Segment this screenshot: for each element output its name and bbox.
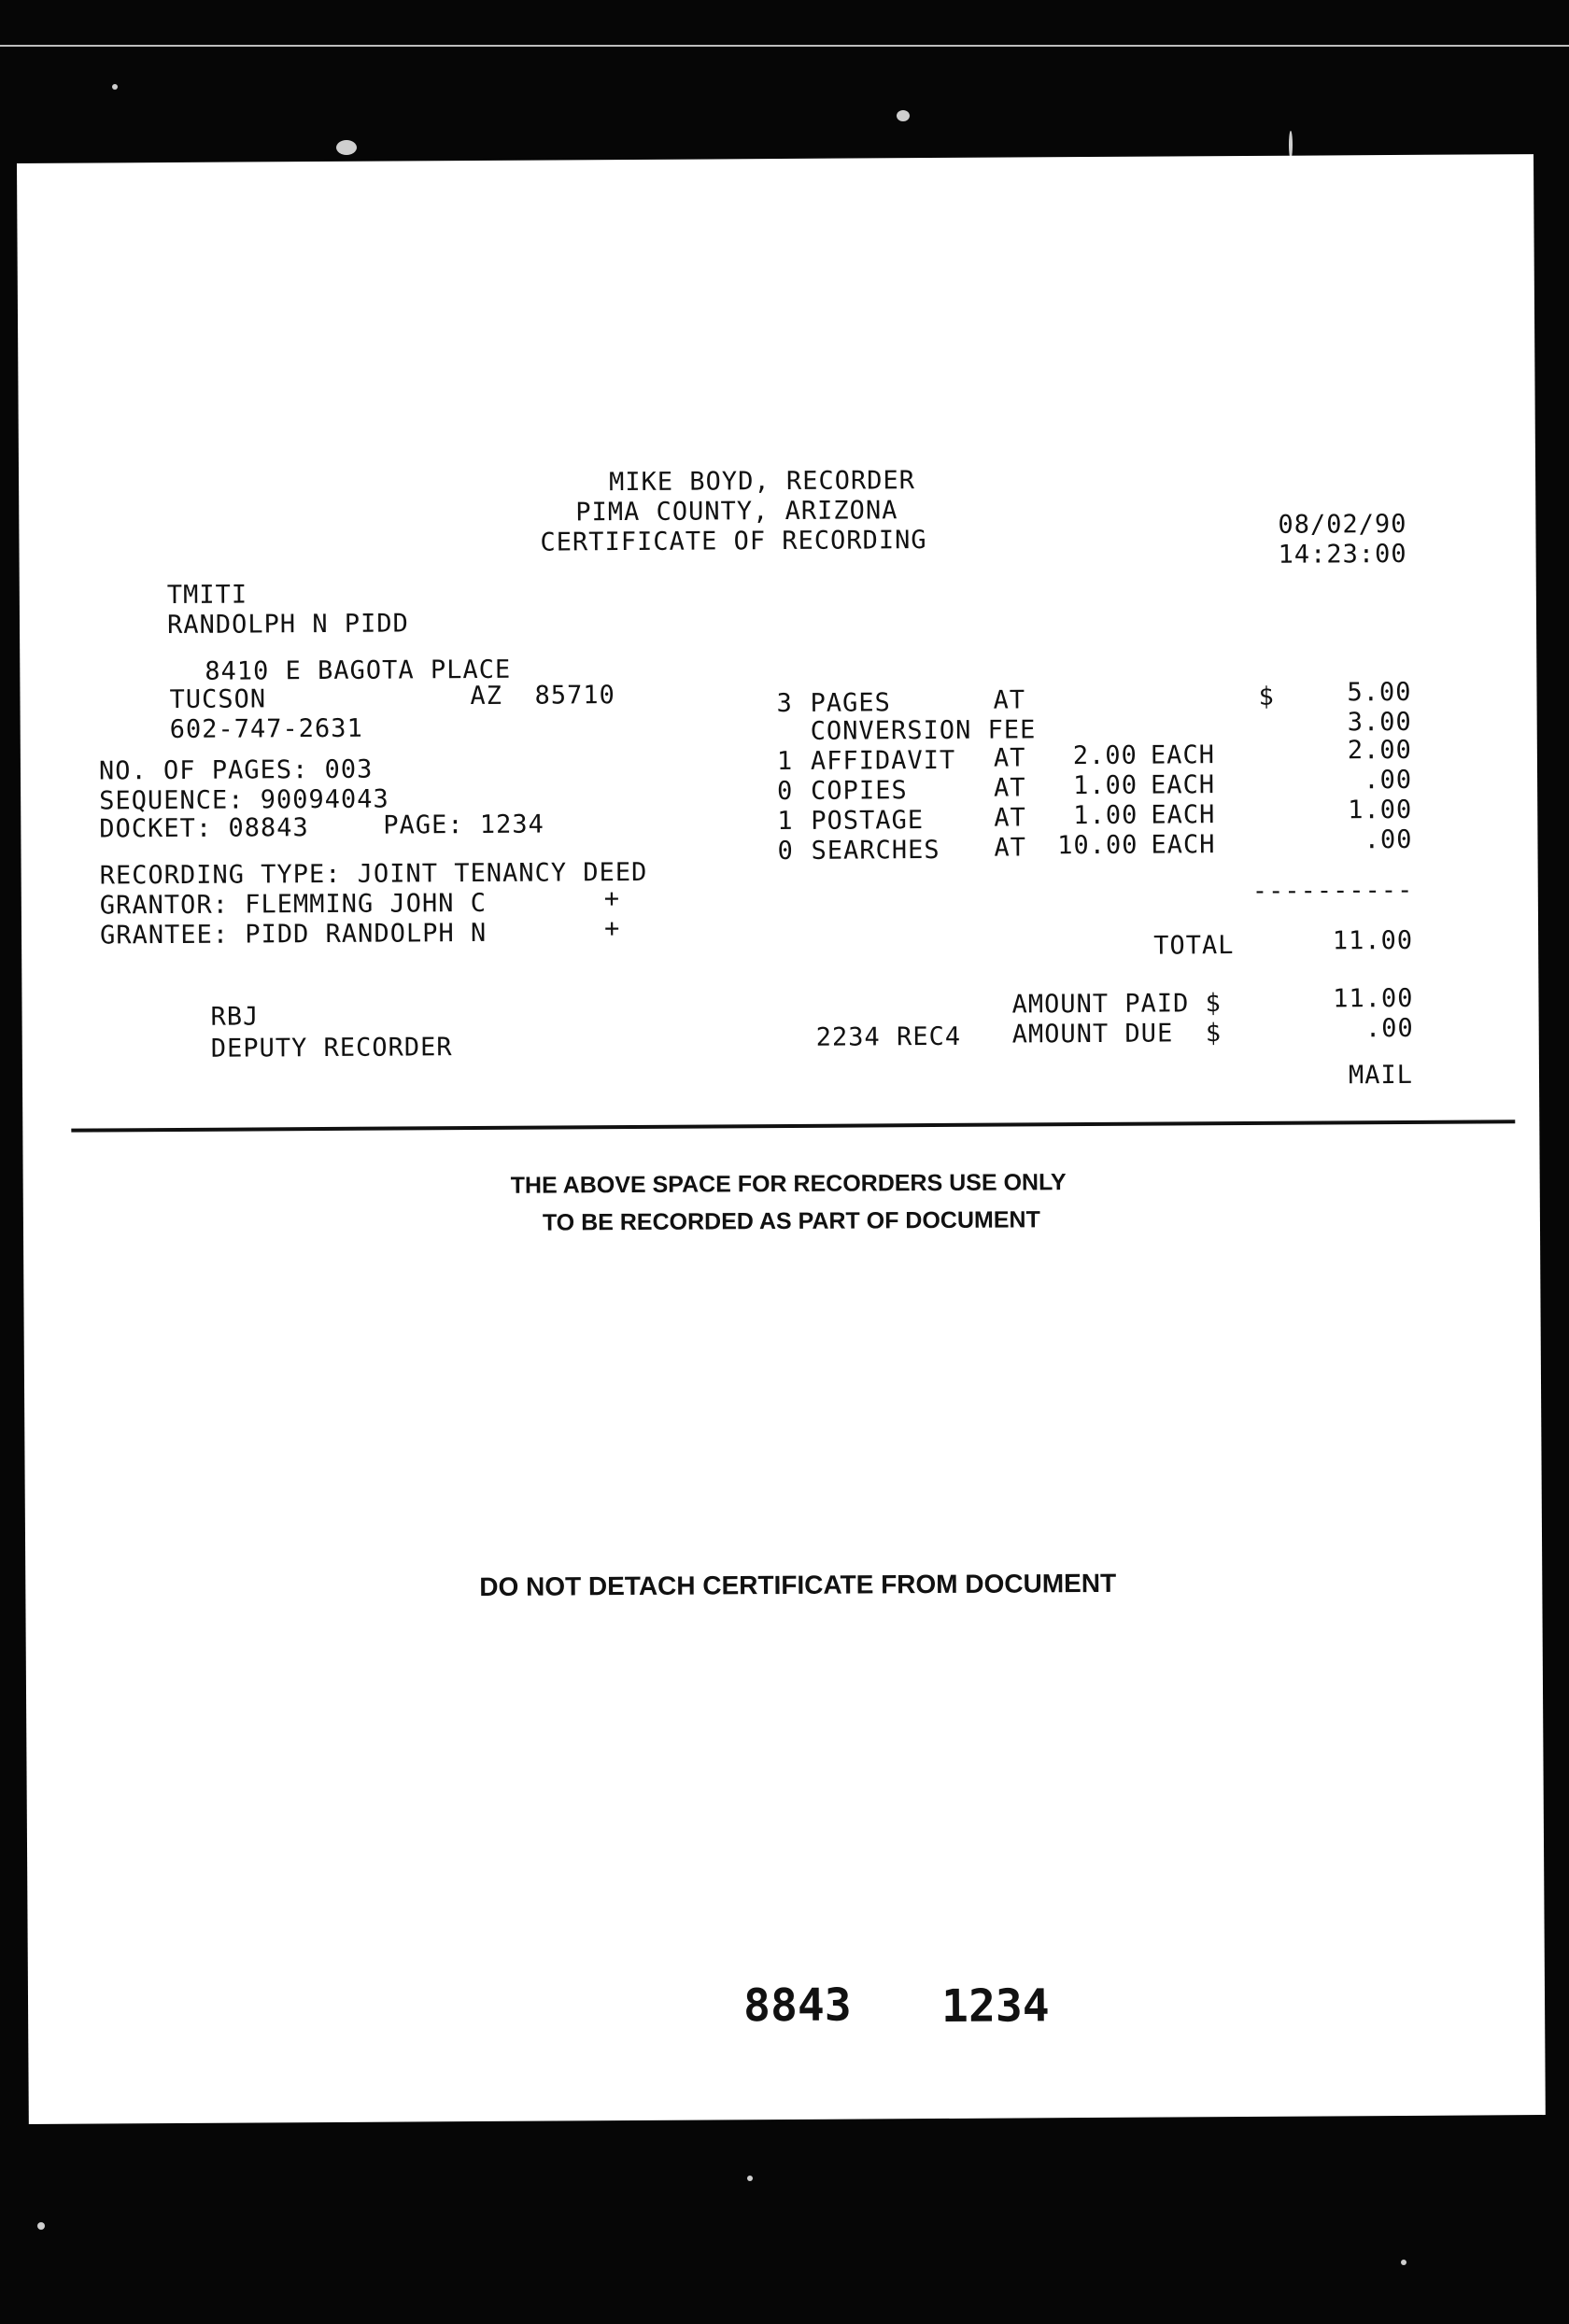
grantee: GRANTEE: PIDD RANDOLPH N (99, 918, 488, 951)
fee-qty: 0 (777, 776, 794, 807)
sequence-number: SEQUENCE: 90094043 (99, 784, 389, 816)
fee-at: AT (994, 833, 1027, 863)
scan-speck (747, 2176, 753, 2181)
fee-rate: 2.00 (1072, 740, 1138, 771)
fee-amount: .00 (1364, 824, 1413, 855)
total-separator: ---------- (1251, 875, 1414, 906)
party-code: TMITI (166, 580, 248, 611)
fee-amount: 1.00 (1348, 795, 1413, 825)
stamped-page-number: 1234 (940, 1979, 1050, 2033)
recorder-space-divider (71, 1120, 1515, 1132)
amount-due: .00 (1364, 1013, 1414, 1044)
fee-item: COPIES (811, 776, 908, 806)
fee-amount: 5.00 (1347, 677, 1412, 708)
fee-rate: 1.00 (1072, 770, 1138, 801)
fee-rate: 1.00 (1073, 800, 1138, 831)
fee-amount: 2.00 (1347, 735, 1412, 766)
scan-speck (1401, 2260, 1406, 2265)
scan-speck (897, 110, 910, 121)
fee-item: AFFIDAVIT (810, 745, 956, 776)
certificate-title: CERTIFICATE OF RECORDING (540, 526, 927, 557)
party-name: RANDOLPH N PIDD (166, 609, 409, 641)
party-phone: 602-747-2631 (169, 713, 363, 745)
fee-each: EACH (1150, 740, 1216, 770)
dollar-sign: $ (1258, 682, 1275, 711)
fee-each: EACH (1150, 770, 1216, 800)
total-amount: 11.00 (1332, 925, 1414, 956)
fee-at: AT (994, 773, 1026, 803)
party-state-zip: AZ 85710 (470, 681, 615, 711)
fee-qty: 3 (776, 688, 793, 719)
docket-number: DOCKET: 08843 (99, 813, 309, 844)
amount-paid: 11.00 (1333, 983, 1414, 1014)
grantee-plus: + (603, 914, 621, 944)
scan-speck (336, 140, 357, 155)
fee-amount: .00 (1364, 765, 1413, 796)
deputy-title: DEPUTY RECORDER (210, 1033, 453, 1063)
fee-amount: 3.00 (1347, 707, 1412, 738)
delivery-method: MAIL (1348, 1060, 1414, 1091)
deputy-initials: RBJ (210, 1002, 260, 1032)
recorder-name: MIKE BOYD, RECORDER (609, 466, 916, 498)
party-street: 8410 E BAGOTA PLACE (205, 655, 512, 686)
scan-speck (112, 84, 118, 90)
amount-paid-label: AMOUNT PAID $ (1011, 989, 1222, 1020)
fee-item: SEARCHES (811, 835, 940, 866)
fee-item: CONVERSION FEE (810, 715, 1037, 746)
scan-edge-line (0, 45, 1569, 47)
scan-speck (37, 2222, 45, 2230)
fee-rate: 10.00 (1057, 830, 1138, 861)
county-name: PIMA COUNTY, ARIZONA (575, 496, 898, 528)
fee-at: AT (994, 803, 1026, 833)
certificate-page (17, 154, 1546, 2124)
number-of-pages: NO. OF PAGES: 003 (98, 754, 374, 786)
party-city: TUCSON (169, 684, 267, 715)
recorder-use-notice: THE ABOVE SPACE FOR RECORDERS USE ONLY (510, 1169, 1067, 1199)
stamped-docket-number: 8843 (742, 1979, 852, 2033)
amount-due-label: AMOUNT DUE $ (1011, 1019, 1223, 1049)
page-number: PAGE: 1234 (383, 810, 544, 840)
fee-qty: 0 (777, 836, 794, 866)
fee-qty: 1 (776, 746, 794, 777)
fee-item: PAGES (810, 688, 891, 718)
scan-speck (1289, 131, 1293, 159)
do-not-detach-notice: DO NOT DETACH CERTIFICATE FROM DOCUMENT (479, 1568, 1117, 1602)
fee-each: EACH (1151, 830, 1216, 860)
fee-each: EACH (1151, 800, 1216, 830)
recording-date: 08/02/90 (1278, 509, 1407, 540)
rec-code: 2234 REC4 (815, 1021, 962, 1052)
grantor: GRANTOR: FLEMMING JOHN C (99, 888, 488, 921)
recording-time: 14:23:00 (1278, 539, 1407, 570)
recording-type: RECORDING TYPE: JOINT TENANCY DEED (99, 857, 648, 891)
fee-at: AT (993, 743, 1026, 773)
recorded-as-notice: TO BE RECORDED AS PART OF DOCUMENT (542, 1206, 1040, 1236)
fee-qty: 1 (777, 806, 794, 837)
fee-item: POSTAGE (811, 806, 925, 836)
fee-at: AT (993, 685, 1026, 715)
total-label: TOTAL (1153, 931, 1235, 961)
grantor-plus: + (603, 884, 621, 914)
